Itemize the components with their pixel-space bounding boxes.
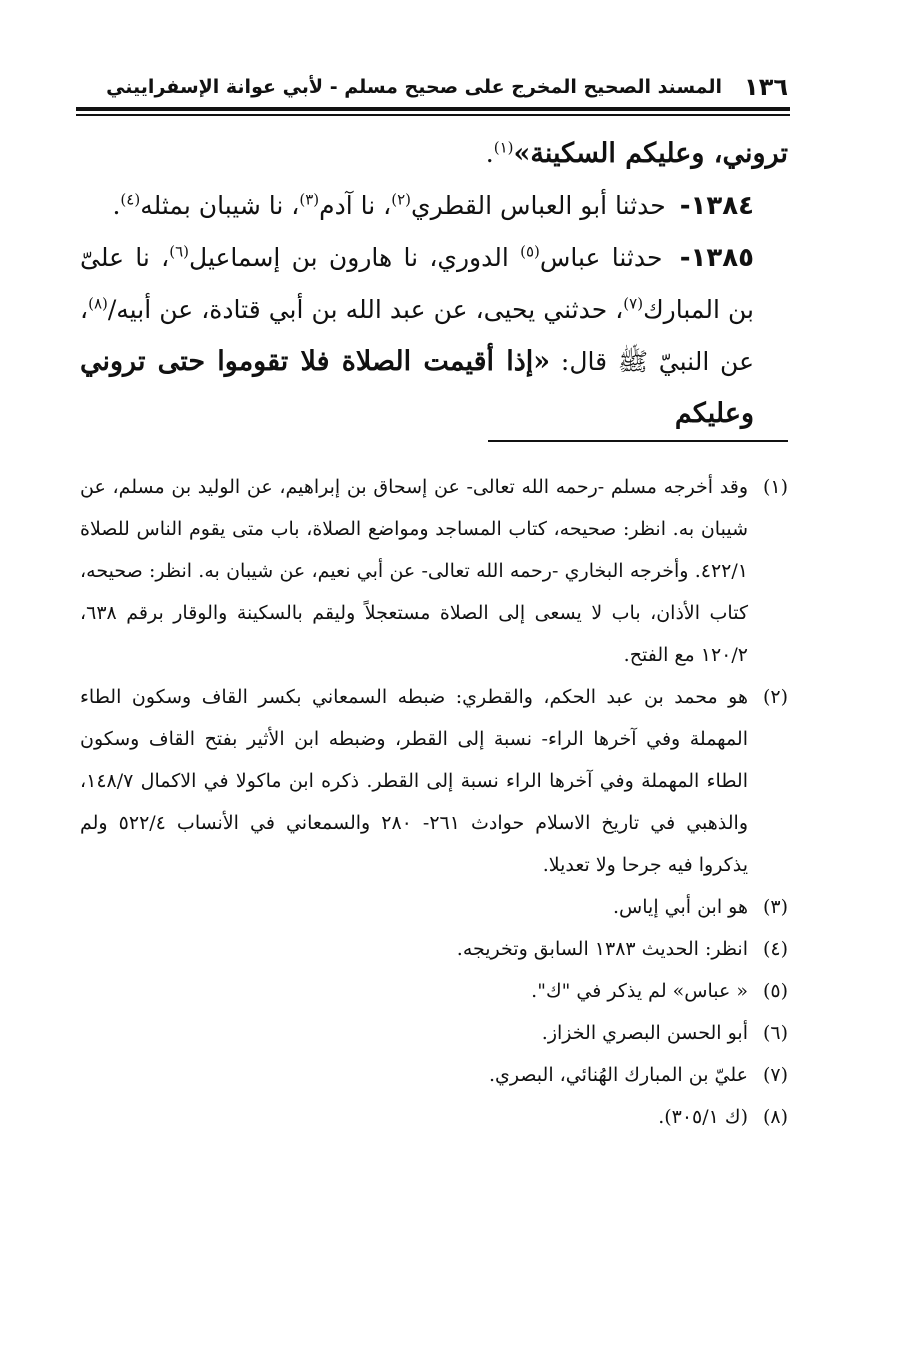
footnote-number: (٣) (762, 896, 788, 918)
hadith-1384-part2: ، نا آدم (319, 191, 392, 220)
footnote-ref-5[interactable]: (٥) (520, 242, 540, 261)
footnote-text: عليّ بن المبارك الهُنائي، البصري. (488, 1064, 748, 1086)
footnote-separator (488, 440, 788, 442)
running-header (78, 66, 788, 108)
book-title: المسند الصحيح المخرج على صحيح مسلم - لأبي عوانة الإسفراييني (106, 76, 723, 98)
footnote-text: أبو الحسن البصري الخزاز. (541, 1022, 748, 1044)
hadith-1384-part3: ، نا شيبان بمثله (140, 191, 300, 220)
footnote-ref-4[interactable]: (٤) (120, 190, 141, 209)
footnote-number: (٦) (762, 1022, 788, 1044)
footnote-number: (١) (762, 476, 788, 498)
footnote-number: (٧) (762, 1064, 788, 1086)
header-rule-thin (76, 114, 790, 116)
footnote-4 (80, 928, 788, 970)
continuation-text: تروني، وعليكم السكينة» (513, 138, 788, 169)
footnote-5 (80, 970, 788, 1012)
hadith-1385 (80, 232, 788, 440)
footnote-ref-1[interactable]: (١) (493, 138, 514, 157)
footnote-text: هو ابن أبي إياس. (613, 896, 748, 918)
footnote-text: هو محمد بن عبد الحكم، والقطري: ضبطه السمعاني بكسر القاف وسكون الطاء المهملة وفي آخرها الراء- نسبة إلى القطر، وضبطه ابن الأثير بفتح القاف وسكون الطاء المهملة وفي آخرها الراء نسبة إلى القطر. ذكره ابن ماكولا في الاكمال ١٤٨/٧، والذهبي في تاريخ الاسلام حوادث ٢٦١- ٢٨٠ والسمعاني في الأنساب ٥٢٢/٤ ولم يذكروا فيه جرحا ولا تعديلا. (80, 686, 748, 876)
footnote-1 (80, 466, 788, 676)
hadith-1385-part2: الدوري، نا هارون بن إسماعيل (189, 243, 521, 272)
footnote-text: (ك ٣٠٥/١). (658, 1106, 748, 1128)
continuation-line (80, 128, 788, 180)
footnotes (80, 466, 788, 1138)
footnote-text: انظر: الحديث ١٣٨٣ السابق وتخريجه. (456, 938, 748, 960)
footnote-number: (٢) (762, 686, 788, 708)
main-text (80, 128, 788, 440)
footnote-7 (80, 1054, 788, 1096)
footnote-ref-6[interactable]: (٦) (169, 242, 190, 261)
footnote-3 (80, 886, 788, 928)
hadith-number-1385: ١٣٨٥- (679, 243, 754, 273)
footnote-text: وقد أخرجه مسلم -رحمه الله تعالى- عن إسحاق بن إبراهيم، عن الوليد بن مسلم، عن شيبان به. انظر: صحيحه، كتاب المساجد ومواضع الصلاة، باب متى يقوم الناس للصلاة ٤٢٢/١. وأخرجه البخاري -رحمه الله تعالى- عن أبي نعيم، عن شيبان به. انظر: صحيحه، كتاب الأذان، باب لا يسعى إلى الصلاة مستعجلاً وليقم بالسكينة والوقار برقم ٦٣٨، ١٢٠/٢ مع الفتح. (80, 476, 748, 666)
hadith-1384-part1: حدثنا أبو العباس القطري (411, 191, 666, 220)
hadith-1385-part4: ، حدثني يحيى، عن عبد الله بن أبي قتادة، عن أبيه/ (107, 295, 624, 324)
header-rule-thick (76, 107, 790, 111)
hadith-number-1384: ١٣٨٤- (679, 191, 754, 221)
continuation-end: . (485, 139, 494, 168)
hadith-1385-part5: ، عن النبيّ ﷺ قال: (80, 295, 755, 376)
hadith-1384-end: . (112, 191, 121, 220)
page-number: ١٣٦ (744, 73, 788, 101)
footnote-6 (80, 1012, 788, 1054)
hadith-1384 (80, 180, 788, 232)
hadith-1385-part1: حدثنا عباس (539, 243, 663, 272)
footnote-text: « عباس» لم يذكر في "ك". (531, 980, 748, 1002)
hadith-1385-quote: «إذا أقيمت الصلاة فلا تقوموا حتى تروني وعليكم (80, 346, 754, 429)
footnote-ref-3[interactable]: (٣) (299, 190, 320, 209)
footnote-number: (٨) (762, 1106, 788, 1128)
footnote-2 (80, 676, 788, 886)
hadith-1385-part3: ، نا علىّ بن المبارك (80, 243, 754, 324)
footnote-ref-2[interactable]: (٢) (391, 190, 412, 209)
footnote-number: (٥) (762, 980, 788, 1002)
footnote-8 (80, 1096, 788, 1138)
footnote-ref-7[interactable]: (٧) (623, 294, 644, 313)
footnote-ref-8[interactable]: (٨) (88, 294, 108, 313)
footnote-number: (٤) (762, 938, 788, 960)
